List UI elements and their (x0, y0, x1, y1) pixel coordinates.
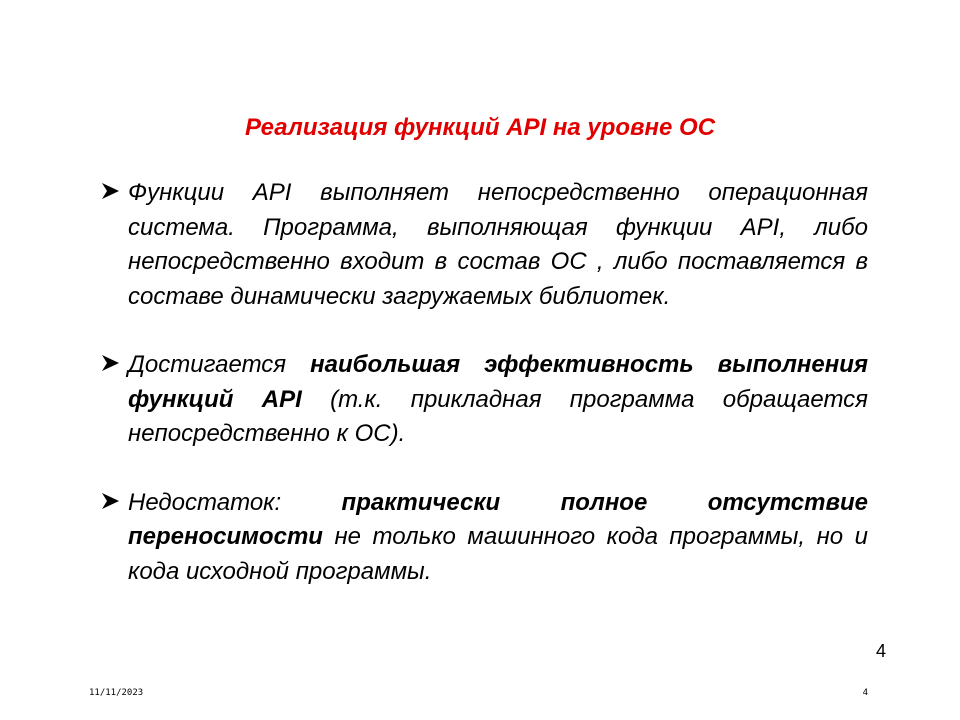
footer-date: 11/11/2023 (89, 688, 144, 698)
bullet-item (100, 176, 868, 314)
bullet-text-part: Функции API выполняет непосредственно операционная система. Программа, выполняющая функции API, либо непосредственно входит в состав ОС , либо поставляется в составе динамически загружаемых библиотек. (128, 179, 868, 310)
arrow-bullet-icon (100, 180, 122, 202)
bullet-text-part: Достигается (128, 351, 311, 378)
arrow-bullet-icon (100, 352, 122, 374)
bullet-text (128, 348, 868, 452)
bullet-text-part: (т.к. прикладная программа обращается непосредственно к ОС). (128, 385, 868, 447)
bullet-text-emphasis: наибольшая эффективность выполнения функций API (128, 351, 869, 413)
bullet-item (100, 486, 868, 590)
bullet-text (128, 176, 868, 314)
bullet-text-part: не только машинного кода программы, но и кода исходной программы. (128, 523, 868, 585)
bullet-item (100, 348, 868, 452)
slide-title: Реализация функций API на уровне ОС (244, 114, 716, 141)
bullet-list (100, 176, 868, 589)
arrow-bullet-icon (100, 490, 122, 512)
bullet-text (128, 486, 868, 590)
slide-page-number: 4 (875, 641, 886, 661)
bullet-text-part: Недостаток: (128, 488, 342, 516)
bullet-text-emphasis: практически полное отсутствие переносимости (128, 488, 868, 550)
footer-page-number: 4 (862, 688, 868, 698)
